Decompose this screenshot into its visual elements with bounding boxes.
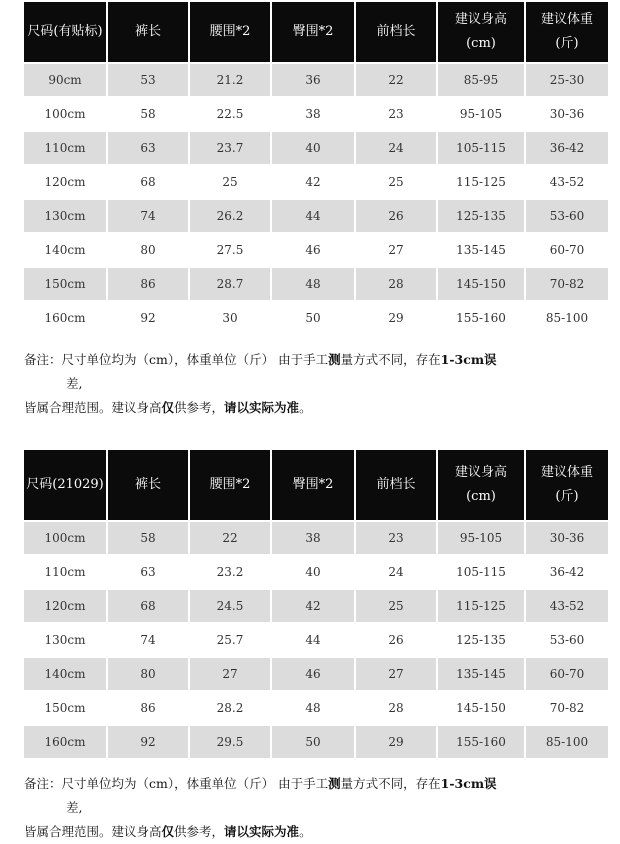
cell-hip: 38 <box>272 522 354 554</box>
cell-pants-length: 92 <box>108 726 188 758</box>
cell-weight: 30-36 <box>526 98 608 130</box>
cell-height: 155-160 <box>438 302 524 334</box>
cell-weight: 60-70 <box>526 658 608 690</box>
header-height: 建议身高 (cm) <box>438 2 524 62</box>
cell-waist: 30 <box>190 302 270 334</box>
header-waist: 腰围*2 <box>190 2 270 62</box>
cell-hip: 40 <box>272 132 354 164</box>
cell-waist: 26.2 <box>190 200 270 232</box>
table-row <box>24 658 608 690</box>
cell-hip: 50 <box>272 726 354 758</box>
cell-front-rise: 26 <box>356 200 436 232</box>
cell-size: 160cm <box>24 726 106 758</box>
cell-waist: 28.7 <box>190 268 270 300</box>
table-header-row <box>24 450 608 520</box>
cell-hip: 42 <box>272 166 354 198</box>
cell-pants-length: 68 <box>108 166 188 198</box>
header-hip: 臀围*2 <box>272 450 354 520</box>
cell-waist: 21.2 <box>190 64 270 96</box>
table-row <box>24 234 608 266</box>
cell-weight: 70-82 <box>526 692 608 724</box>
cell-front-rise: 24 <box>356 556 436 588</box>
cell-hip: 42 <box>272 590 354 622</box>
cell-height: 135-145 <box>438 658 524 690</box>
cell-waist: 23.7 <box>190 132 270 164</box>
size-note: 备注：尺寸单位均为（cm），体重单位（斤） 由于手工测量方式不同，存在1-3cm误 差, 皆属合理范围。建议身高仅供参考，请以实际为准。 <box>24 352 497 415</box>
cell-height: 125-135 <box>438 200 524 232</box>
cell-height: 155-160 <box>438 726 524 758</box>
size-note: 备注：尺寸单位均为（cm），体重单位（斤） 由于手工测量方式不同，存在1-3cm误 差, 皆属合理范围。建议身高仅供参考，请以实际为准。 <box>24 776 497 839</box>
table-row <box>24 302 608 334</box>
cell-height: 85-95 <box>438 64 524 96</box>
table-row <box>24 590 608 622</box>
cell-weight: 85-100 <box>526 302 608 334</box>
cell-size: 130cm <box>24 200 106 232</box>
cell-pants-length: 74 <box>108 200 188 232</box>
cell-weight: 60-70 <box>526 234 608 266</box>
cell-weight: 43-52 <box>526 166 608 198</box>
size-chart-1 <box>24 0 592 420</box>
table-row <box>24 692 608 724</box>
cell-height: 135-145 <box>438 234 524 266</box>
cell-pants-length: 86 <box>108 268 188 300</box>
size-chart-2 <box>24 448 592 844</box>
cell-size: 140cm <box>24 658 106 690</box>
table-row <box>24 64 608 96</box>
cell-pants-length: 58 <box>108 522 188 554</box>
cell-height: 145-150 <box>438 692 524 724</box>
cell-height: 105-115 <box>438 556 524 588</box>
cell-pants-length: 86 <box>108 692 188 724</box>
header-front-rise: 前档长 <box>356 2 436 62</box>
cell-hip: 40 <box>272 556 354 588</box>
header-weight: 建议体重 (斤) <box>526 450 608 520</box>
cell-hip: 48 <box>272 268 354 300</box>
header-hip: 臀围*2 <box>272 2 354 62</box>
table-row <box>24 522 608 554</box>
cell-waist: 25.7 <box>190 624 270 656</box>
cell-front-rise: 25 <box>356 166 436 198</box>
cell-front-rise: 27 <box>356 658 436 690</box>
cell-weight: 53-60 <box>526 624 608 656</box>
cell-waist: 28.2 <box>190 692 270 724</box>
table-body <box>24 64 608 334</box>
cell-size: 90cm <box>24 64 106 96</box>
table-row <box>24 268 608 300</box>
cell-hip: 46 <box>272 658 354 690</box>
cell-pants-length: 68 <box>108 590 188 622</box>
cell-waist: 24.5 <box>190 590 270 622</box>
cell-pants-length: 63 <box>108 556 188 588</box>
header-front-rise: 前档长 <box>356 450 436 520</box>
cell-waist: 25 <box>190 166 270 198</box>
table-row <box>24 556 608 588</box>
cell-pants-length: 80 <box>108 234 188 266</box>
cell-waist: 22.5 <box>190 98 270 130</box>
table-row <box>24 132 608 164</box>
header-size: 尺码(有贴标) <box>24 2 106 62</box>
cell-waist: 27.5 <box>190 234 270 266</box>
cell-front-rise: 27 <box>356 234 436 266</box>
cell-hip: 50 <box>272 302 354 334</box>
cell-weight: 43-52 <box>526 590 608 622</box>
cell-front-rise: 29 <box>356 302 436 334</box>
cell-weight: 25-30 <box>526 64 608 96</box>
cell-front-rise: 24 <box>356 132 436 164</box>
table-row <box>24 200 608 232</box>
header-size: 尺码(21029) <box>24 450 106 520</box>
cell-height: 95-105 <box>438 98 524 130</box>
cell-pants-length: 63 <box>108 132 188 164</box>
cell-pants-length: 74 <box>108 624 188 656</box>
cell-front-rise: 28 <box>356 692 436 724</box>
cell-pants-length: 58 <box>108 98 188 130</box>
cell-weight: 36-42 <box>526 556 608 588</box>
cell-front-rise: 23 <box>356 522 436 554</box>
cell-size: 100cm <box>24 522 106 554</box>
cell-height: 95-105 <box>438 522 524 554</box>
cell-size: 110cm <box>24 132 106 164</box>
cell-height: 115-125 <box>438 166 524 198</box>
cell-size: 140cm <box>24 234 106 266</box>
table-body <box>24 522 608 758</box>
cell-front-rise: 23 <box>356 98 436 130</box>
cell-weight: 30-36 <box>526 522 608 554</box>
cell-size: 160cm <box>24 302 106 334</box>
cell-waist: 22 <box>190 522 270 554</box>
header-waist: 腰围*2 <box>190 450 270 520</box>
cell-height: 115-125 <box>438 590 524 622</box>
cell-pants-length: 80 <box>108 658 188 690</box>
cell-weight: 70-82 <box>526 268 608 300</box>
cell-size: 120cm <box>24 166 106 198</box>
cell-pants-length: 53 <box>108 64 188 96</box>
table-row <box>24 98 608 130</box>
cell-hip: 44 <box>272 200 354 232</box>
cell-waist: 23.2 <box>190 556 270 588</box>
table-row <box>24 166 608 198</box>
cell-weight: 36-42 <box>526 132 608 164</box>
cell-hip: 48 <box>272 692 354 724</box>
cell-hip: 44 <box>272 624 354 656</box>
cell-hip: 38 <box>272 98 354 130</box>
cell-front-rise: 26 <box>356 624 436 656</box>
cell-size: 150cm <box>24 268 106 300</box>
cell-size: 110cm <box>24 556 106 588</box>
cell-pants-length: 92 <box>108 302 188 334</box>
cell-height: 105-115 <box>438 132 524 164</box>
cell-waist: 27 <box>190 658 270 690</box>
cell-front-rise: 25 <box>356 590 436 622</box>
table-row <box>24 624 608 656</box>
cell-size: 150cm <box>24 692 106 724</box>
cell-size: 130cm <box>24 624 106 656</box>
size-table <box>22 448 610 760</box>
header-weight: 建议体重 (斤) <box>526 2 608 62</box>
cell-hip: 36 <box>272 64 354 96</box>
cell-size: 100cm <box>24 98 106 130</box>
cell-waist: 29.5 <box>190 726 270 758</box>
cell-front-rise: 28 <box>356 268 436 300</box>
cell-size: 120cm <box>24 590 106 622</box>
cell-height: 125-135 <box>438 624 524 656</box>
header-pants-length: 裤长 <box>108 2 188 62</box>
cell-weight: 53-60 <box>526 200 608 232</box>
cell-weight: 85-100 <box>526 726 608 758</box>
cell-height: 145-150 <box>438 268 524 300</box>
cell-front-rise: 22 <box>356 64 436 96</box>
size-table <box>22 0 610 336</box>
cell-hip: 46 <box>272 234 354 266</box>
table-header-row <box>24 2 608 62</box>
cell-front-rise: 29 <box>356 726 436 758</box>
table-row <box>24 726 608 758</box>
header-pants-length: 裤长 <box>108 450 188 520</box>
header-height: 建议身高 (cm) <box>438 450 524 520</box>
